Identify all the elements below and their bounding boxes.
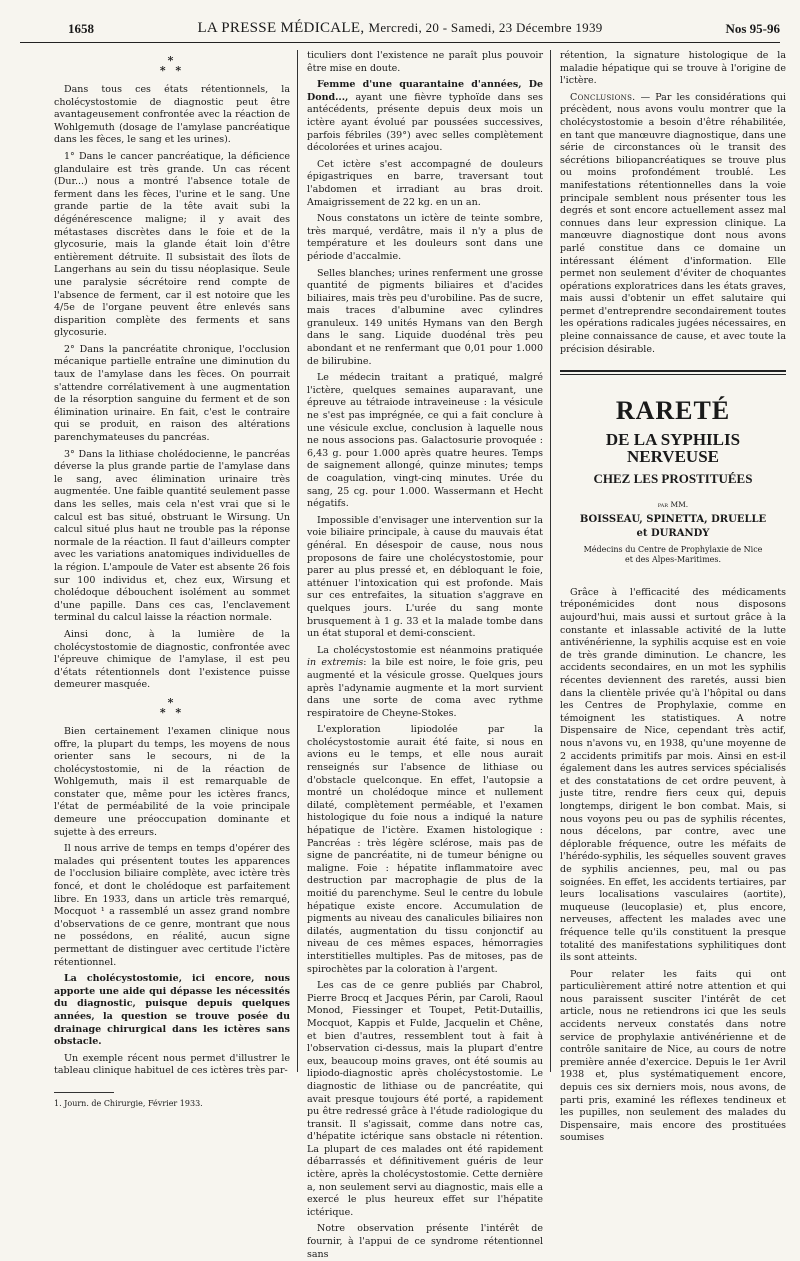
text-run: La cholécystostomie est néanmoins pratiquée	[317, 644, 543, 656]
paragraph: rétention, la signature histologique de la maladie hépatique qui se trouve à l'origine de l'ictère.	[560, 50, 786, 87]
paragraph: 2° Dans la pancréatite chronique, l'occlusion mécanique partielle entraîne une diminution du taux de l'amylase dans les fèces. On pourrait s'attendre corrélativement à une augmentation de la résorption sanguine du ferment et de son élimination urinaire. En fait, c'est le contraire qui se produit, en raison des altérations parenchymateuses du pancréas.	[54, 343, 290, 444]
section-separator: * * *	[159, 695, 185, 719]
issue-number: Nos 95-96	[725, 21, 780, 36]
paragraph: Impossible d'envisager une intervention sur la voie biliaire principale, à cause du mauvais état général. En désespoir de cause, nous nous proposons de faire une cholécystostomie, pour parer au plus pressé et, en débloquant le foie, atténuer l'intoxication qui est profonde. Mais sur ces entrefaites, la situation s'aggrave en quelques jours. L'urée du sang monte brusquement à 1 g. 33 et la malade tombe dans un état stuporal et demi-conscient.	[307, 514, 543, 640]
journal-masthead	[20, 20, 780, 37]
paragraph: Bien certainement l'examen clinique nous offre, la plupart du temps, les moyens de nous orienter sans le secours, ni de la cholécystostomie, ni de la réaction de Wohlgemuth, mais il est remarquable de constater que, même pour les ictères francs, l'état de perméabilité de la voie principale demeure une préoccupation dominante et sujette à des erreurs.	[54, 725, 290, 838]
paragraph: Le médecin traitant a pratiqué, malgré l'ictère, quelques semaines auparavant, une épreuve au tétraiode intraveineuse : la vésicule ne s'est pas imprégnée, ce qui a fait conclure à une vésicule exclue, conclusion à laquelle nous ne nous associons pas. Galactosurie provoquée : 6,43 g. pour 1.000 après quatre heures. Temps de saignement allongé, quinze minutes; temps de coagulation, vingt-cinq minutes. Urée du sang, 25 cg. pour 1.000. Wassermann et Hecht négatifs.	[307, 372, 543, 510]
case-text: ayant une fièvre typhoïde dans ses antécédents, présente depuis deux mois un ictère ayant évolué par poussées successives, parfois fébriles (39°) avec selles complètement décolorées et urines acajou.	[307, 91, 543, 154]
paragraph: Notre observation présente l'intérêt de fournir, à l'appui de ce syndrome rétentionnel sans	[307, 1223, 543, 1260]
article-title-line-3: CHEZ LES PROSTITUÉES	[593, 471, 753, 487]
conclusions-label: Conclusions.	[570, 91, 636, 103]
affiliation-line-2: et des Alpes-Maritimes.	[624, 554, 722, 564]
paragraph: L'exploration lipiodolée par la cholécystostomie aurait été faite, si nous en avions eu le temps, et elle nous aurait renseignés sur l'absence de lithiase ou d'obstacle quelconque. En effet, l'autopsie a montré un cholédoque mince et nullement dilaté, complètement perméable, et l'examen histologique du foie nous a indiqué la nature hépatique de l'ictère. Examen histologique : Pancréas : très légère sclérose, mais pas de signe de pancréatite, ni de tumeur bénigne ou maligne. Foie : hépatite inflammatoire avec destruction par macrophagie de plus de la moitié du parenchyme. Seul le centre du lobule hépatique existe encore. Accumulation de pigments au niveau des canalicules biliaires non dilatés, augmentation du tissu conjonctif au niveau de ces mêmes espaces, hémorragies interstitielles multiples. Pas de mitoses, pas de spirochètes par la coloration à l'argent.	[307, 724, 543, 975]
page-number: 1658	[68, 21, 94, 36]
authors-line-2: et DURANDY	[636, 527, 710, 539]
paragraph: Dans tous ces états rétentionnels, la cholécystostomie de diagnostic peut être avantageusement confrontée avec la réaction de Wohlgemuth (dosage de l'amylase pancréatique dans les fèces, le sang et les urines).	[54, 84, 290, 146]
paragraph: Grâce à l'efficacité des médicaments tréponémicides dont nous disposons aujourd'hui, mais aussi et surtout grâce à la constante et inlassable activité de la lutte antivénérienne, la syphilis acquise est en voie de très grande diminution. Le chancre, les accidents secondaires, en un mot les syphilis récentes deviennent des raretés, aussi bien dans la clientèle privée qu'à l'hôpital ou dans les Centres de Prophylaxie, comme en témoignent les statistiques. A notre Dispensaire de Nice, cependant très actif, nous n'avons vu, en 1938, qu'une moyenne de 2 accidents primitifs par mois. Ainsi en est-il également dans les autres services spécialisés et des constatations de cet ordre peuvent, à juste titre, rendre fiers ceux qui, depuis longtemps, dirigent le bon combat. Mais, si nous voyons peu ou pas de syphilis récentes, nous décelons, par contre, avec une déplorable fréquence, outre les méfaits de l'hérédo-syphilis, les séquelles souvent graves de syphilis anciennes, peu, mal ou pas soignées. En effet, les accidents tertiaires, par leurs localisations vasculaires (aortite), muqueuse (leucoplasie) et, plus encore, nerveuses, affectent les malades avec une fréquence telle qu'ils constituent la presque totalité des manifestations syphilitiques dont ils sont atteints.	[560, 586, 786, 964]
paragraph: ticuliers dont l'existence ne paraît plus pouvoir être mise en doute.	[307, 50, 543, 74]
footnote: 1. Journ. de Chirurgie, Février 1933.	[54, 1098, 203, 1108]
paragraph: Les cas de ce genre publiés par Chabrol, Pierre Brocq et Jacques Périn, par Caroli, Raoul Monod, Fiessinger et Toupet, Petit-Dutaillis, Mocquot, Kappis et Fulde, Jacquelin et Chêne, et bien d'autres, ressemblent tout à fait à l'observation ci-dessus, mais la plupart d'entre eux, beaucoup moins graves, ont été soumis au lipiodo-diagnostic après cholécystostomie. Le diagnostic de lithiase ou de pancréatite, qui avait presque toujours été porté, a rapidement pu être redressé grâce à l'étude radiologique du transit. Il s'agissait, comme dans notre cas, d'hépatite ictérique sans obstacle ni rétention. La plupart de ces malades ont été rapidement débarrassés et définitivement guéris de leur ictère, après la cholécystostomie. Cette dernière a, non seulement servi au diagnostic, mais elle a exercé le plus heureux effet sur l'hépatite ictérique.	[307, 980, 543, 1218]
paragraph: Un exemple récent nous permet d'illustrer le tableau clinique habituel de ces ictères très par-	[54, 1052, 290, 1077]
paragraph: La cholécystostomie, ici encore, nous apporte une aide qui dépasse les nécessités du diagnostic, puisque depuis quelques années, la question se trouve posée du drainage chirurgical dans les ictères sans obstacle.	[54, 973, 290, 1048]
column-3	[560, 50, 786, 1144]
text-run: : la bile est noire, le foie gris, peu augmenté et la vésicule grosse. Quelques jours après l'adynamie augmente et la mort survient dans une sorte de coma avec rythme respiratoire de Cheyne-Stokes.	[307, 657, 543, 719]
column-2	[307, 50, 543, 1260]
footnote-divider	[54, 1092, 114, 1093]
byline-prefix: par MM.	[657, 499, 689, 509]
italic-run: in extremis	[307, 657, 364, 669]
issue-date: Mercredi, 20 - Samedi, 23 Décembre 1939	[368, 20, 603, 35]
article-title-line-2: DE LA SYPHILIS NERVEUSE	[605, 429, 741, 467]
paragraph: Ainsi donc, à la lumière de la cholécystostomie de diagnostic, confrontée avec l'épreuve chimique de l'amylase, il est peu d'états rétentionnels dont l'existence puisse demeurer masquée.	[54, 628, 290, 691]
page-header	[20, 18, 780, 43]
article-divider	[560, 370, 786, 375]
authors-line-1: BOISSEAU, SPINETTA, DRUELLE	[579, 513, 767, 525]
article-columns	[54, 50, 786, 1260]
paragraph: Cet ictère s'est accompagné de douleurs épigastriques en barre, traversant tout l'abdomen et irradiant au bras droit. Amaigrissement de 22 kg. en un an.	[307, 158, 543, 208]
affiliation-line-1: Médecins du Centre de Prophylaxie de Nice	[583, 544, 763, 554]
paragraph	[560, 92, 786, 356]
paragraph	[307, 645, 543, 721]
column-1	[54, 50, 290, 1108]
paragraph: 3° Dans la lithiase cholédocienne, le pancréas déverse la plus grande partie de l'amylase dans le sang, avec élimination urinaire très augmentée. Une faible quantité seulement passe dans les selles, mais cela n'est vrai que si le calcul est bas situé, obstruant le Wirsung. Un calcul situé plus haut ne trouble pas la réponse normale de la réaction. Il faut d'ailleurs compter avec les variations anatomiques individuelles de la région. L'ampoule de Vater est absente 26 fois sur 100 individus et, chez eux, Wirsung et cholédoque débouchent isolément au sommet d'une papille. Dans ces cas, l'enclavement terminal du calcul laisse la réaction normale.	[54, 448, 290, 624]
paragraph: Pour relater les faits qui ont particulièrement attiré notre attention et qui nous paraissent susciter l'intérêt de cet article, nous ne retiendrons ici que les seuls accidents nerveux constatés dans notre service de prophylaxie antivénérienne et de contrôle sanitaire de Nice, au cours de notre première année d'exercice. Depuis le 1er Avril 1938 et, plus systématiquement encore, depuis ces six derniers mois, nous avons, de parti pris, examiné les réflexes tendineux et les pupilles, non seulement des malades du Dispensaire, mais encore des prostituées soumises	[560, 968, 786, 1144]
authors	[560, 513, 786, 541]
affiliation	[560, 545, 786, 565]
paragraph: Il nous arrive de temps en temps d'opérer des malades qui présentent toutes les apparences de l'occlusion biliaire complète, avec ictère très foncé, et dont le cholédoque est parfaitement libre. En 1933, dans un article très remarqué, Mocquot ¹ a rassemblé un assez grand nombre d'observations de ce genre, montrant que nous ne possédons, en réalité, aucun signe permettant de distinguer avec certitude l'ictère rétentionnel.	[54, 843, 290, 968]
paragraph: Selles blanches; urines renferment une grosse quantité de pigments biliaires et d'acides biliaires, mais très peu d'urobiline. Pas de sucre, mais traces d'albumine avec cylindres granuleux. 149 unités Hymans van den Bergh dans le sang. Liquide duodénal très peu abondant et ne renfermant que 0,01 pour 1.000 de bilirubine.	[307, 267, 543, 367]
journal-title: LA PRESSE MÉDICALE,	[197, 20, 365, 36]
paragraph: 1° Dans le cancer pancréatique, la déficience glandulaire est très grande. Un cas récent (Dur...) nous a montré l'absence totale de ferment dans les fèces, l'urine et le sang. Une grande partie de la tête avait subi la dégénérescence maligne; il y avait des métastases discrètes dans le foie et de la glycosurie, mais la glande était loin d'être entièrement détruite. Il subsistait des îlots de Langerhans au sein du tissu néoplasique. Seule une paralysie sécrétoire rend compte de l'absence de ferment, car il est notoire que les 4/5e de l'organe peuvent être enlevés sans disparition complète des ferments et sans glycosurie.	[54, 150, 290, 339]
case-heading: Femme d'une quarantaine d'années, De Dond...,	[307, 79, 543, 103]
paragraph: Nous constatons un ictère de teinte sombre, très marqué, verdâtre, mais il n'y a plus de température et les douleurs sont dans une période d'accalmie.	[307, 213, 543, 262]
conclusions-text: — Par les considérations qui précèdent, nous avons voulu montrer que la cholécystostomie a besoin d'être réhabilitée, en tant que manœuvre diagnostique, dans une série de circonstances où le transit des sécrétions biliopancréatiques se trouve plus ou moins profondément troublé. Les manifestations rétentionnelles dans la voie principale semblent nous présenter tous les degrés et sont encore actuellement assez mal connues dans leur expression clinique. La manœuvre diagnostique dont nous avons parlé constitue dans ce domaine un intéressant élément d'information. Elle permet non seulement d'éviter de choquantes opérations exploratrices dans les états graves, mais aussi d'obtenir un effet salutaire qui permet d'entreprendre secondairement toutes les opérations radicales jugées nécessaires, en pleine connaissance de cause, et avec toute la précision désirable.	[560, 91, 786, 355]
section-separator: * * *	[159, 54, 185, 77]
paragraph	[307, 79, 543, 155]
article-title-line-1: RARETÉ	[615, 396, 731, 426]
